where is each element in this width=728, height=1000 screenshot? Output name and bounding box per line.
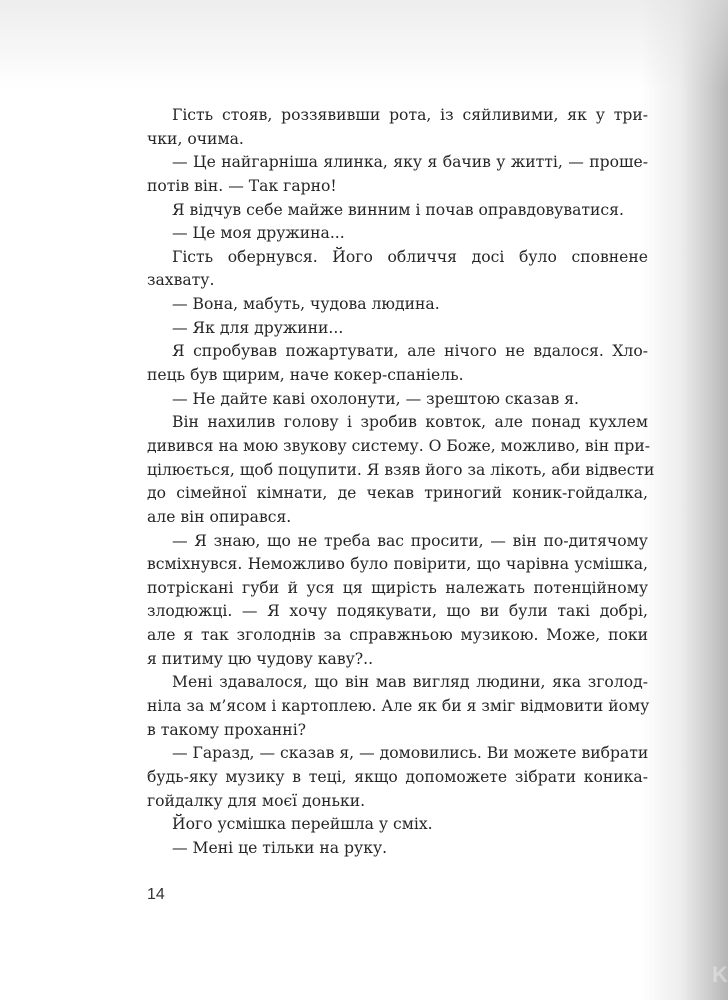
text-line: — Це найгарніша ялинка, яку я бачив у житті, — проше- — [172, 153, 648, 172]
text-line: Я відчув себе майже винним і почав оправдовуватися. — [172, 200, 624, 219]
watermark-logo: K — [712, 962, 728, 987]
text-line: будь-яку музику в теці, якщо допоможете зібрати коника- — [147, 767, 648, 786]
text-line: пець був щирим, наче кокер-спаніель. — [147, 366, 464, 385]
text-line: — Я знаю, що не треба вас просити, — він по-дитячому — [172, 531, 648, 550]
paragraph — [147, 199, 648, 223]
text-line: — Не дайте каві охолонути, — зрештою сказав я. — [172, 389, 579, 408]
text-line: Його усмішка перейшла у сміх. — [172, 815, 433, 834]
paragraph — [147, 411, 655, 529]
text-line: ніла за м’ясом і картоплею. Але як би я зміг відмовити йому — [147, 697, 650, 716]
text-line: злодюжці. — Я хочу подякувати, що ви були такі добрі, — [147, 602, 648, 621]
text-line: до сімейної кімнати, де чекав триногий коник-гойдалка, — [147, 484, 648, 503]
text-line: захвату. — [147, 271, 215, 290]
text-line: цілюється, щоб поцупити. Я взяв його за лікоть, аби відвести — [147, 460, 655, 479]
paragraph — [147, 104, 648, 151]
text-line: всміхнувся. Неможливо було повірити, що чарівна усмішка, — [147, 555, 648, 574]
paragraph — [147, 742, 648, 813]
paragraph — [147, 222, 648, 246]
text-line: чки, очима. — [147, 129, 244, 148]
paragraph — [147, 151, 648, 198]
text-line: Гість обернувся. Його обличчя досі було сповнене — [172, 247, 648, 266]
text-line: потріскані губи й уся ця щирість належать потенційному — [147, 578, 648, 597]
text-line: — Це моя дружина... — [172, 224, 345, 243]
text-line: я питиму цю чудову каву?.. — [147, 649, 374, 668]
text-line: — Вона, мабуть, чудова людина. — [172, 295, 440, 314]
page-number: 14 — [147, 886, 165, 903]
text-line: Гість стояв, роззявивши рота, із сяйливими, як у три- — [172, 106, 648, 124]
page-top-shade — [0, 0, 728, 90]
text-line: Мені здавалося, що він мав вигляд людини, яка зголод- — [172, 673, 648, 692]
paragraph — [147, 813, 648, 837]
text-line: Він нахилив голову і зробив ковток, але понад кухлем — [172, 413, 648, 432]
book-page-text — [147, 104, 655, 861]
text-line: — Як для дружини... — [172, 318, 344, 337]
text-line: Я спробував пожартувати, але нічого не вдалося. Хло- — [172, 342, 648, 361]
text-line: гойдалку для моєї доньки. — [147, 791, 366, 810]
text-line: дивився на мою звукову систему. О Боже, можливо, він при- — [147, 436, 651, 455]
text-line: — Мені це тільки на руку. — [172, 838, 388, 857]
text-line: — Гаразд, — сказав я, — домовились. Ви можете вибрати — [172, 744, 649, 763]
text-line: потів він. — Так гарно! — [147, 176, 337, 195]
paragraph — [147, 837, 648, 861]
text-line: але я так зголоднів за справжньою музикою. Може, поки — [147, 626, 648, 645]
paragraph — [147, 388, 648, 412]
paragraph — [147, 530, 648, 672]
paragraph — [147, 340, 648, 387]
paragraph — [147, 246, 648, 293]
text-line: в такому проханні? — [147, 720, 307, 739]
text-line: але він опирався. — [147, 507, 292, 526]
paragraph — [147, 671, 648, 742]
paragraph — [147, 293, 648, 317]
paragraph — [147, 317, 648, 341]
